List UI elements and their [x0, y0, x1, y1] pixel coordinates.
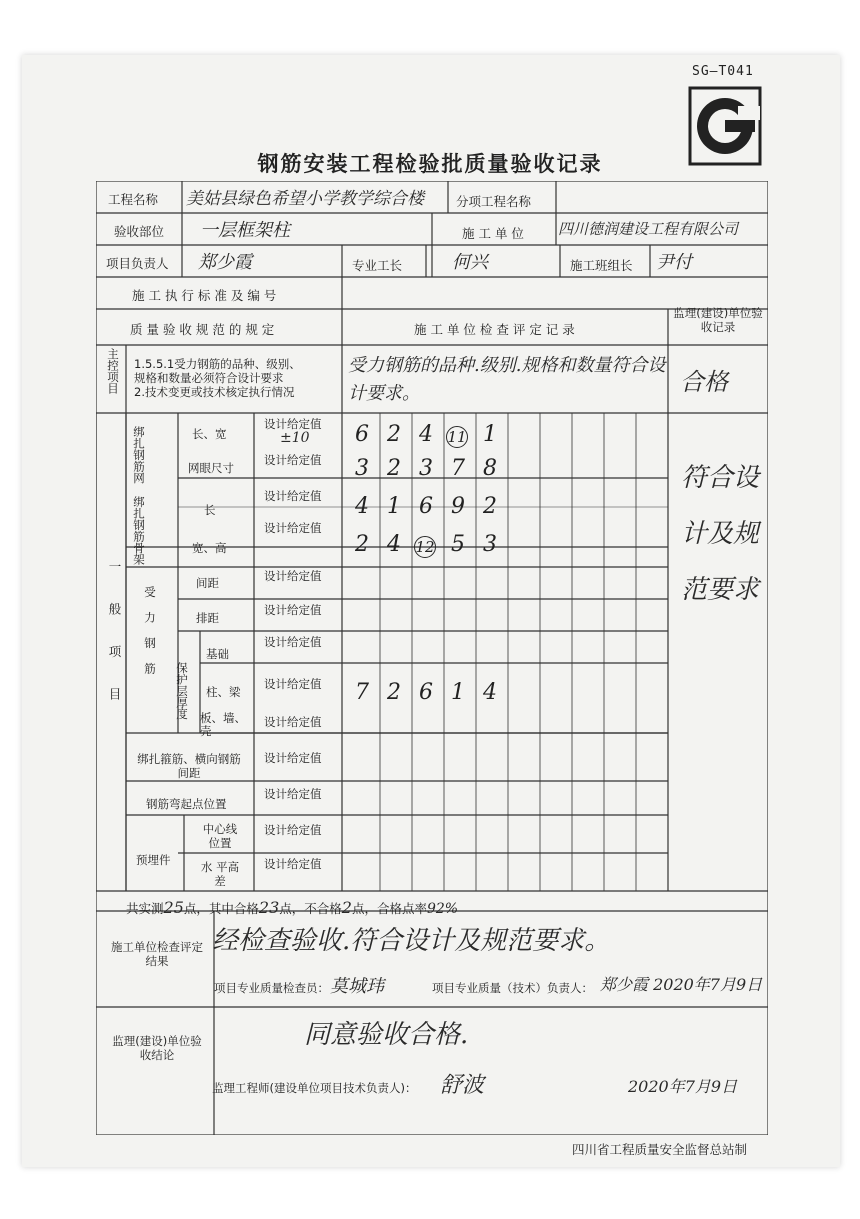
engineer-label: 监理工程师(建设单位项目技术负责人)： — [212, 1081, 417, 1095]
mesh-size-label: 网眼尺寸 — [188, 461, 234, 475]
cover-label: 保护层厚度 — [175, 662, 189, 720]
tech-signature: 郑少霞 2020年7月9日 — [600, 975, 763, 994]
sub-project-label: 分项工程名称 — [456, 194, 532, 209]
measurement-cell: 6 — [419, 494, 433, 519]
measurement-cell: 1 — [451, 680, 465, 705]
spacing-label: 间距 — [196, 576, 219, 590]
document-title: 钢筋安装工程检验批质量验收记录 — [257, 152, 603, 176]
project-name-value: 美姑县绿色希望小学教学综合楼 — [186, 189, 424, 209]
foreman-value: 何兴 — [452, 252, 488, 273]
measurement-cell: 8 — [483, 456, 497, 481]
measurement-cell-circled: 12 — [415, 538, 435, 556]
main-control-label: 主控项目 — [106, 348, 120, 394]
design-value-9: 设计给定值 — [264, 715, 322, 729]
measurement-cell: 2 — [387, 680, 401, 705]
slab-wall-label: 板、墙、壳 — [200, 711, 246, 738]
project-name-label: 工程名称 — [108, 192, 159, 207]
general-items-label: 一般项目 — [107, 560, 122, 730]
measurement-cell: 3 — [483, 532, 497, 557]
measurement-cell: 5 — [451, 532, 465, 557]
construction-result-label: 施工单位检查评定结果 — [111, 940, 203, 968]
design-value-7: 设计给定值 — [264, 635, 322, 649]
main-control-item-2: 2.技术变更或技术核定执行情况 — [134, 385, 295, 399]
measurement-cell: 2 — [387, 456, 401, 481]
engineer-signature: 舒波 — [440, 1073, 485, 1098]
construction-unit-value: 四川德润建设工程有限公司 — [558, 220, 739, 238]
design-value-13: 设计给定值 — [264, 857, 322, 871]
construction-result-text: 经检查验收.符合设计及规范要求。 — [212, 926, 611, 956]
design-value-6: 设计给定值 — [264, 603, 322, 617]
design-value-8: 设计给定值 — [264, 677, 322, 691]
summary-rate: 92% — [426, 901, 459, 917]
design-value-5: 设计给定值 — [264, 569, 322, 583]
construction-unit-label: 施 工 单 位 — [462, 226, 524, 241]
measurement-cell: 9 — [451, 494, 465, 519]
supervision-header: 监理(建设)单位验收记录 — [673, 306, 763, 334]
pm-value: 郑少霞 — [198, 252, 252, 273]
summary-qualified: 23 — [258, 898, 280, 917]
design-value-3: 设计给定值 — [264, 489, 322, 503]
main-control-check-result: 受力钢筋的品种.级别.规格和数量符合设计要求。 — [348, 355, 666, 404]
design-value-11: 设计给定值 — [264, 787, 322, 801]
general-supervision: 符合设计及规范要求 — [680, 463, 759, 605]
summary-text-2: 点，其中合格 — [183, 901, 259, 916]
summary-text-3: 点，不合格 — [279, 901, 342, 916]
standard-label: 施 工 执 行 标 准 及 编 号 — [132, 288, 277, 303]
measurement-cell: 6 — [419, 680, 433, 705]
design-value-2: 设计给定值 — [264, 453, 322, 467]
measurement-cell: 6 — [355, 422, 369, 447]
inspector-label: 项目专业质量检查员： — [214, 981, 329, 995]
len-width-label: 长、宽 — [192, 427, 227, 441]
summary-line — [126, 898, 458, 917]
summary-text-4: 点，合格点率 — [351, 901, 427, 916]
spec-header: 质 量 验 收 规 范 的 规 定 — [130, 322, 275, 337]
summary-unqualified: 2 — [341, 898, 352, 917]
team-leader-value: 尹付 — [656, 252, 692, 273]
measurement-cell: 7 — [355, 680, 369, 705]
mesh-label: 绑扎钢筋网 — [132, 426, 146, 484]
row-spacing-label: 排距 — [196, 611, 219, 625]
stirrup-label: 绑扎箍筋、横向钢筋间距 — [137, 752, 241, 780]
team-leader-label: 施工班组长 — [570, 258, 633, 273]
main-control-supervision: 合格 — [680, 368, 728, 396]
design-value-4: 设计给定值 — [264, 521, 322, 535]
supervision-date: 2020年7月9日 — [628, 1077, 738, 1096]
measurement-cell: 2 — [387, 422, 401, 447]
foreman-label: 专业工长 — [352, 258, 403, 273]
design-value-10: 设计给定值 — [264, 751, 322, 765]
supervision-conclusion-label: 监理(建设)单位验收结论 — [112, 1034, 202, 1062]
length-label: 长 — [204, 503, 216, 517]
level-label: 水 平高 差 — [200, 860, 240, 888]
foundation-label: 基础 — [206, 647, 229, 661]
measurement-cell: 4 — [387, 532, 401, 557]
stressed-label: 受力钢筋 — [143, 586, 157, 688]
measurement-cell: 3 — [355, 456, 369, 481]
measurement-cell: 2 — [483, 494, 497, 519]
tech-label: 项目专业质量（技术）负责人： — [432, 981, 593, 995]
measurement-cell-circled: 11 — [447, 428, 467, 446]
inspection-part-label: 验收部位 — [114, 224, 165, 239]
measurement-cell: 4 — [419, 422, 433, 447]
check-header: 施 工 单 位 检 查 评 定 记 录 — [414, 322, 575, 337]
design-value-12: 设计给定值 — [264, 823, 322, 837]
supervision-conclusion-text: 同意验收合格. — [304, 1020, 469, 1050]
measurement-cell: 1 — [483, 422, 497, 447]
main-control-item-1: 1.5.5.1受力钢筋的品种、级别、 — [134, 357, 301, 371]
column-beam-label: 柱、梁 — [206, 685, 241, 699]
bend-label: 钢筋弯起点位置 — [146, 797, 227, 811]
document-code: SG—T041 — [692, 64, 754, 79]
skeleton-label: 绑扎钢筋骨架 — [132, 496, 146, 565]
measurement-cell: 4 — [355, 494, 369, 519]
len-width-design: ±10 — [280, 430, 310, 446]
summary-total: 25 — [163, 898, 184, 917]
summary-prefix: 共实测 — [126, 901, 164, 916]
measurement-cell: 3 — [419, 456, 433, 481]
width-height-label: 宽、高 — [192, 541, 227, 555]
center-line-label: 中心线位置 — [202, 822, 238, 850]
measurement-cell: 2 — [355, 532, 369, 557]
measurement-cell: 7 — [451, 456, 465, 481]
inspector-signature: 莫城玮 — [330, 976, 384, 997]
main-control-item-1b: 规格和数量必须符合设计要求 — [134, 371, 284, 385]
measurement-cell: 4 — [483, 680, 497, 705]
inspection-part-value: 一层框架柱 — [200, 220, 290, 241]
footer-issuer: 四川省工程质量安全监督总站制 — [572, 1142, 748, 1157]
design-value-1: 设计给定值 — [264, 417, 322, 431]
measurement-cell: 1 — [387, 494, 401, 519]
embedded-label: 预埋件 — [136, 853, 171, 867]
pm-label: 项目负责人 — [106, 256, 169, 271]
